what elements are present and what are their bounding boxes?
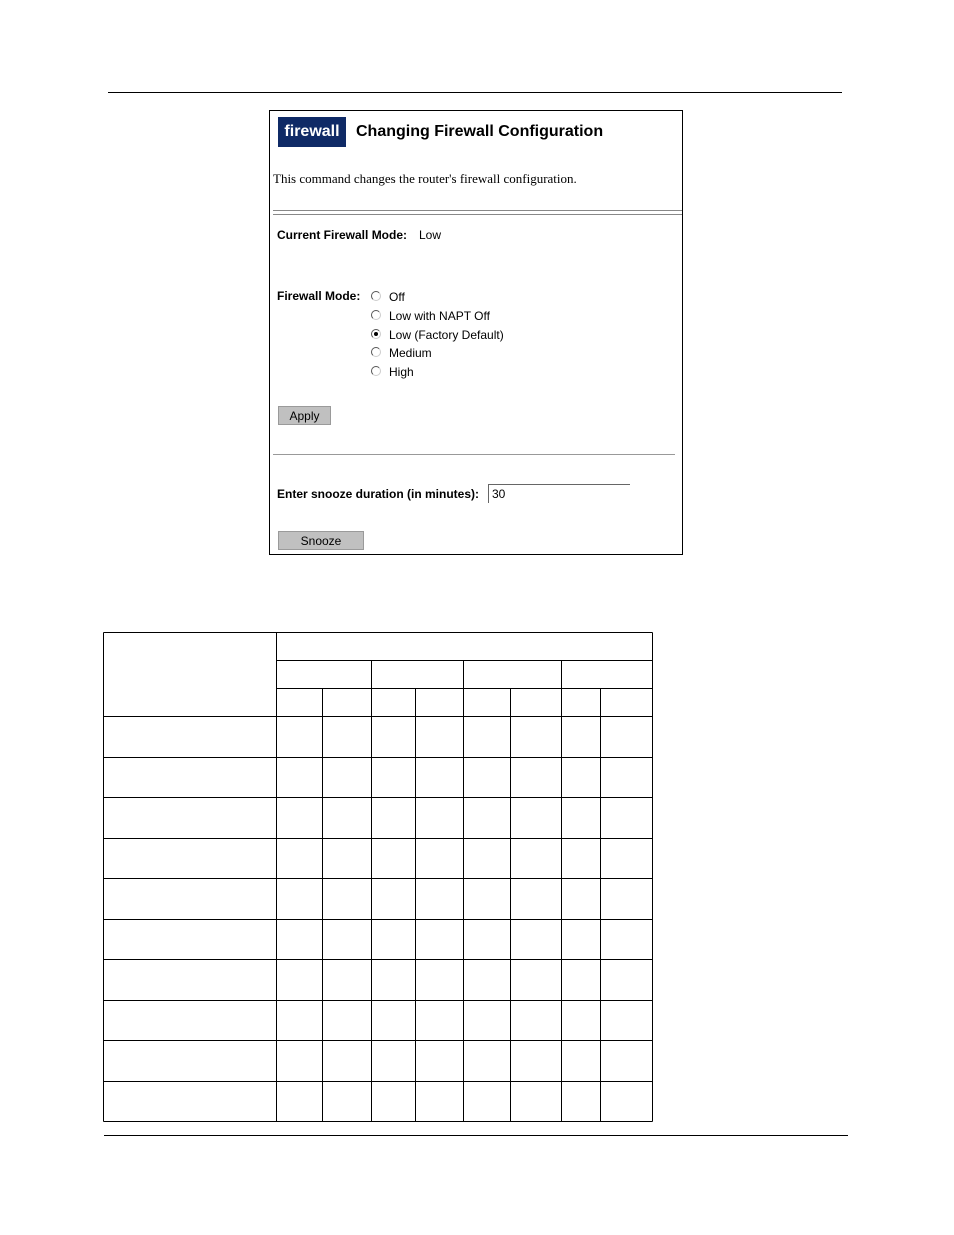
divider [273,454,675,455]
table-outer-border [104,633,653,1122]
mode-option-high[interactable] [371,363,504,382]
mode-option-label: Off [389,290,405,305]
current-mode-value: Low [419,228,442,242]
firewall-logo: firewall [278,117,346,147]
mode-option-label: Medium [389,346,432,361]
mode-option-low-napt-off[interactable] [371,307,504,326]
snooze-duration-input[interactable] [488,484,630,503]
radio-off[interactable] [371,291,381,301]
page-title: Changing Firewall Configuration [356,123,604,140]
firewall-mode-radio-group [371,288,504,381]
radio-high[interactable] [371,366,381,376]
snooze-duration-label: Enter snooze duration (in minutes): [277,487,480,501]
divider [273,210,683,215]
radio-low-napt-off[interactable] [371,310,381,320]
table-row-lines [104,717,653,1082]
radio-low-selected[interactable] [371,329,381,339]
apply-button[interactable]: Apply [278,406,331,425]
firewall-config-window [269,110,683,555]
table-subcolumn-lines [323,689,601,1122]
table-header-lines [277,633,653,1122]
mode-option-low[interactable] [371,325,504,344]
mode-option-medium[interactable] [371,344,504,363]
page-description: This command changes the router's firewall configuration. [273,171,577,186]
mode-option-label: Low (Factory Default) [389,327,504,342]
empty-table-grid [103,632,654,1123]
mode-option-label: High [389,365,414,380]
snooze-button[interactable]: Snooze [278,531,364,550]
firewall-mode-label: Firewall Mode: [277,289,361,303]
mode-option-off[interactable] [371,288,504,307]
page-footer-rule [104,1135,848,1136]
current-mode-label: Current Firewall Mode: [277,228,408,242]
page-header-rule [108,92,842,93]
radio-medium[interactable] [371,347,381,357]
mode-option-label: Low with NAPT Off [389,309,490,324]
